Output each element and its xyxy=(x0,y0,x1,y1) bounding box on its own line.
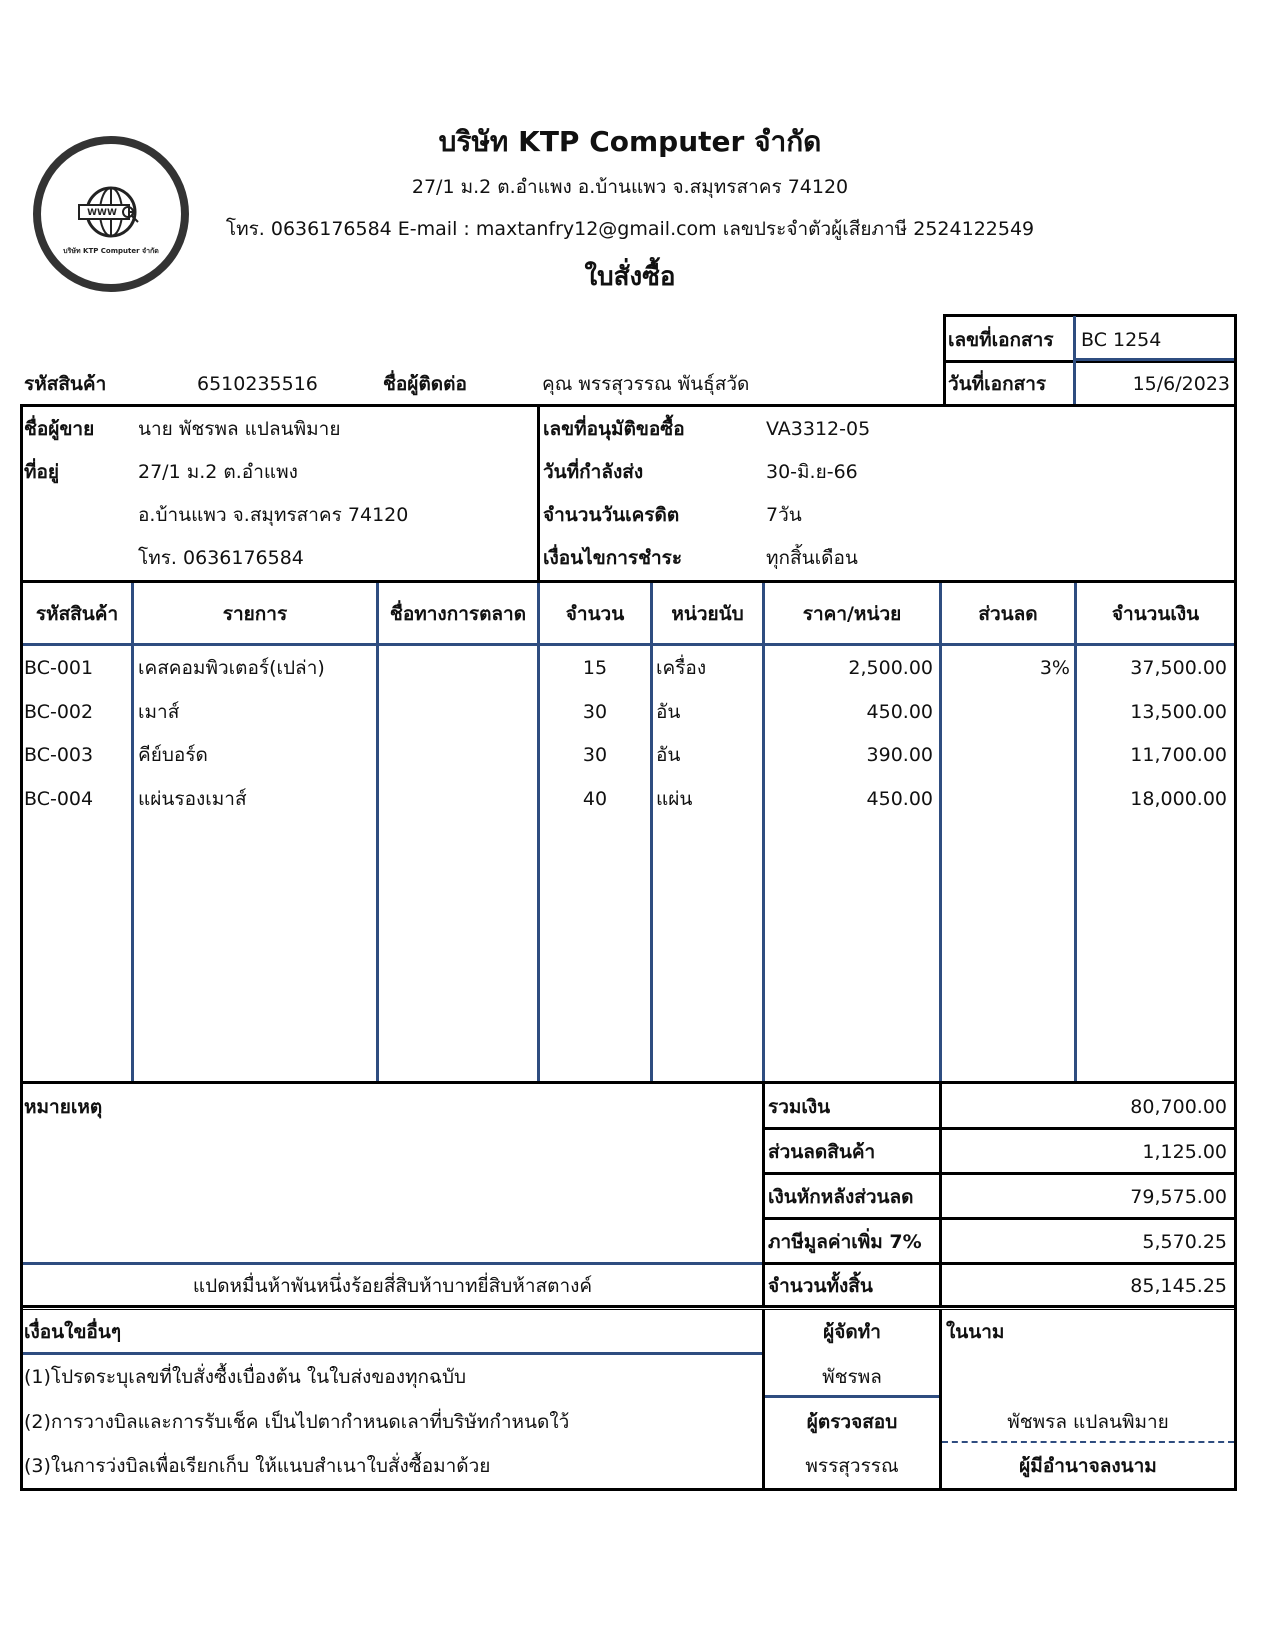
product-code: 6510235516 xyxy=(197,373,318,395)
row-amount: 13,500.00 xyxy=(1130,701,1227,723)
row-price: 2,500.00 xyxy=(848,657,933,679)
row-discount: 3% xyxy=(1039,657,1070,679)
condition-item: (2)การวางบิลและการรับเช็ค เป็นไปตากำหนดเลาที่บริษัทกำหนดใว้ xyxy=(24,1411,570,1433)
discount-value: 1,125.00 xyxy=(1142,1141,1227,1163)
company-name: บริษัท KTP Computer จำกัด xyxy=(438,125,822,158)
payment-terms: ทุกสิ้นเดือน xyxy=(766,547,858,569)
logo-www: WWW xyxy=(87,208,117,218)
vendor-phone: โทร. 0636176584 xyxy=(138,547,304,569)
contact-name: คุณ พรรสุวรรณ พันธุ์สวัด xyxy=(542,373,750,395)
row-price: 390.00 xyxy=(866,744,933,766)
row-item: คีย์บอร์ด xyxy=(138,744,208,766)
approval-label: เลขที่อนุมัติขอซื้อ xyxy=(543,418,685,440)
col-header-qty: จำนวน xyxy=(565,603,625,625)
doc-number-label: เลขที่เอกสาร xyxy=(948,329,1054,351)
checked-label: ผู้ตรวจสอบ xyxy=(806,1411,898,1433)
row-unit: อัน xyxy=(656,744,681,766)
discount-label: ส่วนลดสินค้า xyxy=(768,1141,876,1163)
row-unit: อัน xyxy=(656,701,681,723)
terms-label: เงื่อนไขการชำระ xyxy=(543,547,683,569)
address-line1: 27/1 ม.2 ต.อำแพง xyxy=(138,461,298,483)
prepared-label: ผู้จัดทำ xyxy=(823,1321,881,1343)
checked-by: พรรสุวรรณ xyxy=(805,1455,899,1477)
logo-caption: บริษัท KTP Computer จำกัด xyxy=(63,247,159,255)
subtotal-value: 80,700.00 xyxy=(1130,1096,1227,1118)
doc-date-label: วันที่เอกสาร xyxy=(948,373,1047,395)
row-qty: 40 xyxy=(582,788,608,810)
row-amount: 18,000.00 xyxy=(1130,788,1227,810)
on-behalf-label: ในนาม xyxy=(946,1321,1005,1343)
conditions-title: เงื่อนใขอื่นๆ xyxy=(24,1321,122,1343)
ship-date: 30-มิ.ย-66 xyxy=(766,461,858,483)
ship-date-label: วันที่กำลังส่ง xyxy=(543,461,644,483)
doc-date: 15/6/2023 xyxy=(1132,373,1230,395)
contact-label: ชื่อผู้ติดต่อ xyxy=(383,373,467,395)
col-header-amount: จำนวนเงิน xyxy=(1111,603,1200,625)
grand-total-label: จำนวนทั้งสิ้น xyxy=(768,1275,873,1297)
row-code: BC-002 xyxy=(24,701,94,723)
seller-label: ชื่อผู้ขาย xyxy=(24,418,95,440)
company-address: 27/1 ม.2 ต.อำแพง อ.บ้านแพว จ.สมุทรสาคร 74120 xyxy=(411,176,849,198)
row-amount: 11,700.00 xyxy=(1130,744,1227,766)
row-item: เคสคอมพิวเตอร์(เปล่า) xyxy=(138,657,325,679)
row-unit: แผ่น xyxy=(656,788,693,810)
subtotal-label: รวมเงิน xyxy=(768,1096,831,1118)
address-label: ที่อยู่ xyxy=(24,461,60,483)
row-code: BC-001 xyxy=(24,657,94,679)
authorized-label: ผู้มีอำนาจลงนาม xyxy=(1019,1455,1157,1477)
seller-name: นาย พัชรพล แปลนพิมาย xyxy=(138,418,341,440)
row-qty: 30 xyxy=(582,744,608,766)
after-discount-label: เงินหักหลังส่วนลด xyxy=(768,1186,914,1208)
approval-number: VA3312-05 xyxy=(766,418,871,440)
col-header-item: รายการ xyxy=(222,603,288,625)
row-code: BC-003 xyxy=(24,744,94,766)
row-qty: 15 xyxy=(582,657,608,679)
row-amount: 37,500.00 xyxy=(1130,657,1227,679)
credit-label: จำนวนวันเครดิต xyxy=(543,504,680,526)
doc-number: BC 1254 xyxy=(1081,329,1162,351)
row-item: เมาส์ xyxy=(138,701,180,723)
page-title: ใบสั่งซื้อ xyxy=(584,262,676,292)
address-line2: อ.บ้านแพว จ.สมุทรสาคร 74120 xyxy=(138,504,409,526)
product-code-label: รหัสสินค้า xyxy=(24,373,107,395)
prepared-by: พัชรพล xyxy=(822,1366,882,1388)
credit-days: 7วัน xyxy=(766,504,802,526)
condition-item: (1)โปรดระบุเลขที่ใบสั่งซื้งเบื่องต้น ในใบส่งของทุกฉบับ xyxy=(24,1366,467,1388)
col-header-discount: ส่วนลด xyxy=(978,603,1038,625)
company-logo xyxy=(33,136,189,292)
col-header-unit: หน่วยนับ xyxy=(671,603,744,625)
row-price: 450.00 xyxy=(866,701,933,723)
condition-item: (3)ในการว่งบิลเพื่อเรียกเก็บ ให้แนบสำเนาใบสั่งซื้อมาด้วย xyxy=(24,1455,491,1477)
col-header-price: ราคา/หน่วย xyxy=(802,603,902,625)
row-code: BC-004 xyxy=(24,788,94,810)
grand-total-value: 85,145.25 xyxy=(1130,1275,1227,1297)
vat-label: ภาษีมูลค่าเพิ่ม 7% xyxy=(768,1231,922,1253)
row-qty: 30 xyxy=(582,701,608,723)
authorized-name: พัชพรล แปลนพิมาย xyxy=(1007,1411,1169,1433)
row-unit: เครื่อง xyxy=(656,657,707,679)
after-discount-value: 79,575.00 xyxy=(1130,1186,1227,1208)
row-item: แผ่นรองเมาส์ xyxy=(138,788,247,810)
remarks-label: หมายเหตุ xyxy=(24,1096,103,1118)
col-header-brand: ชื่อทางการตลาด xyxy=(389,603,527,625)
col-header-code: รหัสสินค้า xyxy=(35,603,119,625)
amount-in-words: แปดหมื่นห้าพันหนึ่งร้อยสี่สิบห้าบาทยี่สิบห้าสตางค์ xyxy=(192,1275,593,1297)
company-contact: โทร. 0636176584 E-mail : maxtanfry12@gmail.com เลขประจำตัวผู้เสียภาษี 2524122549 xyxy=(225,218,1035,240)
row-price: 450.00 xyxy=(866,788,933,810)
vat-value: 5,570.25 xyxy=(1142,1231,1227,1253)
